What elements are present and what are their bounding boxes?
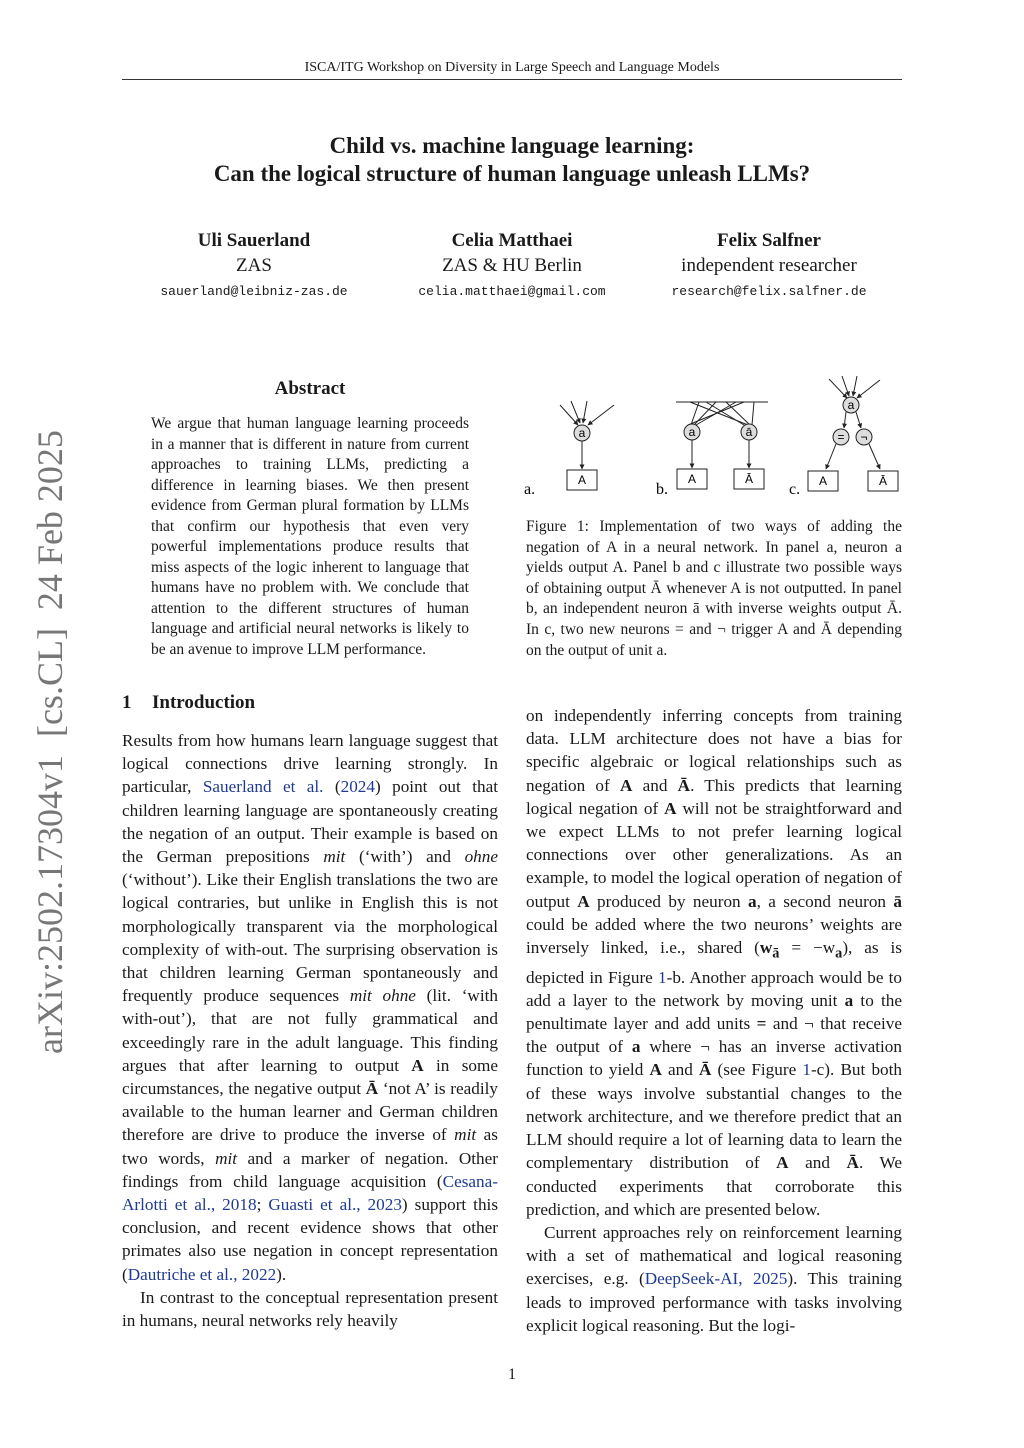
output-Abar-label: Ā — [744, 472, 754, 486]
author-1 — [134, 229, 374, 306]
running-header: ISCA/ITG Workshop on Diversity in Large Speech and Language Models — [122, 60, 902, 80]
output-A-label: A — [818, 474, 828, 488]
abstract-text: We argue that human language learning proceeds in a manner that is different in nature from current approaches to training LLMs, predicting a difference in learning biases. We then present evidence from German plural formation by LLMs that confirm our hypothesis that even very powerful implementations produce results that miss aspects of the logic inherent to language that humans have no problem with. We conclude that attention to the different structures of human language and artificial neural networks is likely to be an avenue to improve LLM performance. — [151, 415, 469, 658]
arxiv-identifier: arXiv:2502.17304v1 [cs.CL] 24 Feb 2025 — [30, 430, 70, 1054]
author-name: Uli Sauerland — [197, 230, 311, 251]
citation-link[interactable]: Sauerland et al. — [202, 777, 324, 797]
author-email[interactable]: research@felix.salfner.de — [671, 284, 867, 299]
figure-ref-link[interactable]: 1 — [802, 1060, 811, 1080]
citation-link[interactable]: DeepSeek-AI, 2025 — [644, 1269, 788, 1289]
figure-1-caption: Figure 1: Implementation of two ways of adding the negation of A in a neural network. In panel a, neuron a yields output A. Panel b and c illustrate two possible ways of obtaining output Ā whenever A is not outputted. In panel b, an independent neuron ā with inverse weights output Ā. In c, two new neurons = and ¬ trigger A and Ā depending on the output of unit a. — [526, 518, 902, 659]
author-email[interactable]: celia.matthaei@gmail.com — [418, 284, 606, 299]
panel-label-c: c. — [789, 481, 801, 498]
author-affiliation: ZAS & HU Berlin — [442, 255, 582, 276]
author-affiliation: ZAS — [236, 255, 272, 276]
author-3 — [649, 229, 889, 306]
section-heading-introduction — [122, 692, 255, 714]
left-column-text — [122, 729, 498, 1332]
neuron-abar-label: ā — [745, 425, 753, 439]
author-2 — [392, 229, 632, 306]
right-paragraph-1: on independently inferring concepts from training data. LLM architecture does not have a bias for specific algebraic or logical relationships such as negation of A and Ā. This predicts that learning logical negation of A will not be straightforward and we expect LLMs to not prefer learning logical connections over other generalizations. As an example, to model the logical operation of negation of output A produced by neuron a, a second neuron ā could be added where the two neurons’ weights are inversely linked, i.e., shared $(w_ā = -w_a)$, as is depicted in Figure 1-b. Another approach would be to add a layer to the network by moving unit a to the penultimate layer and add units = and ¬ that receive the output of a where ¬ has an inverse activation function to yield A and Ā (see Figure 1-c). But both of these ways involve substantial changes to the network architecture, and we therefore predict that an LLM should require a lot of learning data to learn the complementary distribution of A and Ā. We conducted experiments that corroborate this prediction, and which are presented below. — [526, 706, 903, 1219]
output-Abar-label: Ā — [878, 474, 888, 488]
neuron-a-label: a — [578, 426, 586, 440]
neuron-a-label: a — [847, 398, 855, 412]
neuron-a-label: a — [688, 425, 696, 439]
panel-label-b: b. — [656, 481, 668, 498]
citation-link[interactable]: Guasti et al., 2023 — [268, 1195, 402, 1215]
neuron-eq-label: = — [837, 430, 845, 444]
title-line-1: Child vs. machine language learning: — [329, 133, 695, 158]
output-A-label: A — [577, 473, 587, 487]
author-email[interactable]: sauerland@leibniz-zas.de — [160, 284, 348, 299]
panel-label-a: a. — [524, 481, 536, 498]
output-A-label: A — [687, 472, 697, 486]
author-name: Felix Salfner — [717, 230, 821, 251]
figure-1-diagram — [516, 370, 916, 505]
right-paragraph-2: Current approaches rely on reinforcement learning with a set of mathematical and logical reasoning exercises, e.g. (DeepSeek-AI, 2025). This training leads to improved performance with tasks involving explicit logical reasoning. But the logi- — [526, 1222, 902, 1335]
paper-title — [0, 132, 1024, 188]
author-name: Celia Matthaei — [451, 230, 573, 251]
abstract-heading: Abstract — [274, 378, 346, 399]
section-title: Introduction — [152, 692, 256, 713]
page-number: 1 — [508, 1366, 516, 1383]
right-column-text — [526, 704, 902, 1337]
intro-paragraph-1: Results from how humans learn language suggest that logical connections drive learning strongly. In particular, Sauerland et al. (2024) point out that children learning language are spontaneously creating the negation of an output. Their example is based on the German prepositions mit (‘with’) and ohne (‘without’). Like their English translations the two are logical contraries, but unlike in English this is not morphologically transparent via the morphological complexity of with-out. The surprising observation is that children learning German spontaneously and frequently produce sequences mit ohne (lit. ‘with with-out’), that are not fully grammatical and exceedingly rare in the adult language. This finding argues that after learning to output A in some circumstances, the negative output Ā ‘not A’ is readily available to the human learner and German children therefore are drive to produce the inverse of mit as two words, mit and a marker of negation. Other findings from child language acquisition (Cesana-Arlotti et al., 2018; Guasti et al., 2023) support this conclusion, and recent evidence shows that other primates also use negation in concept representation (Dautriche et al., 2022). — [122, 731, 499, 1284]
citation-link[interactable]: Cesana-Arlotti et al., 2018 — [122, 1171, 498, 1215]
title-line-2: Can the logical structure of human language unleash LLMs? — [213, 161, 811, 186]
figure-ref-link[interactable]: 1 — [658, 967, 667, 987]
neuron-neg-label: ¬ — [860, 430, 868, 444]
author-affiliation: independent researcher — [681, 255, 857, 276]
section-number: 1 — [122, 692, 132, 713]
panel-a — [524, 401, 614, 498]
citation-link[interactable]: 2024 — [340, 777, 375, 797]
panel-c — [789, 376, 898, 498]
citation-link[interactable]: Dautriche et al., 2022 — [127, 1264, 277, 1284]
intro-paragraph-2: In contrast to the conceptual representation present in humans, neural networks rely heavily — [122, 1287, 498, 1331]
panel-b — [656, 402, 768, 498]
